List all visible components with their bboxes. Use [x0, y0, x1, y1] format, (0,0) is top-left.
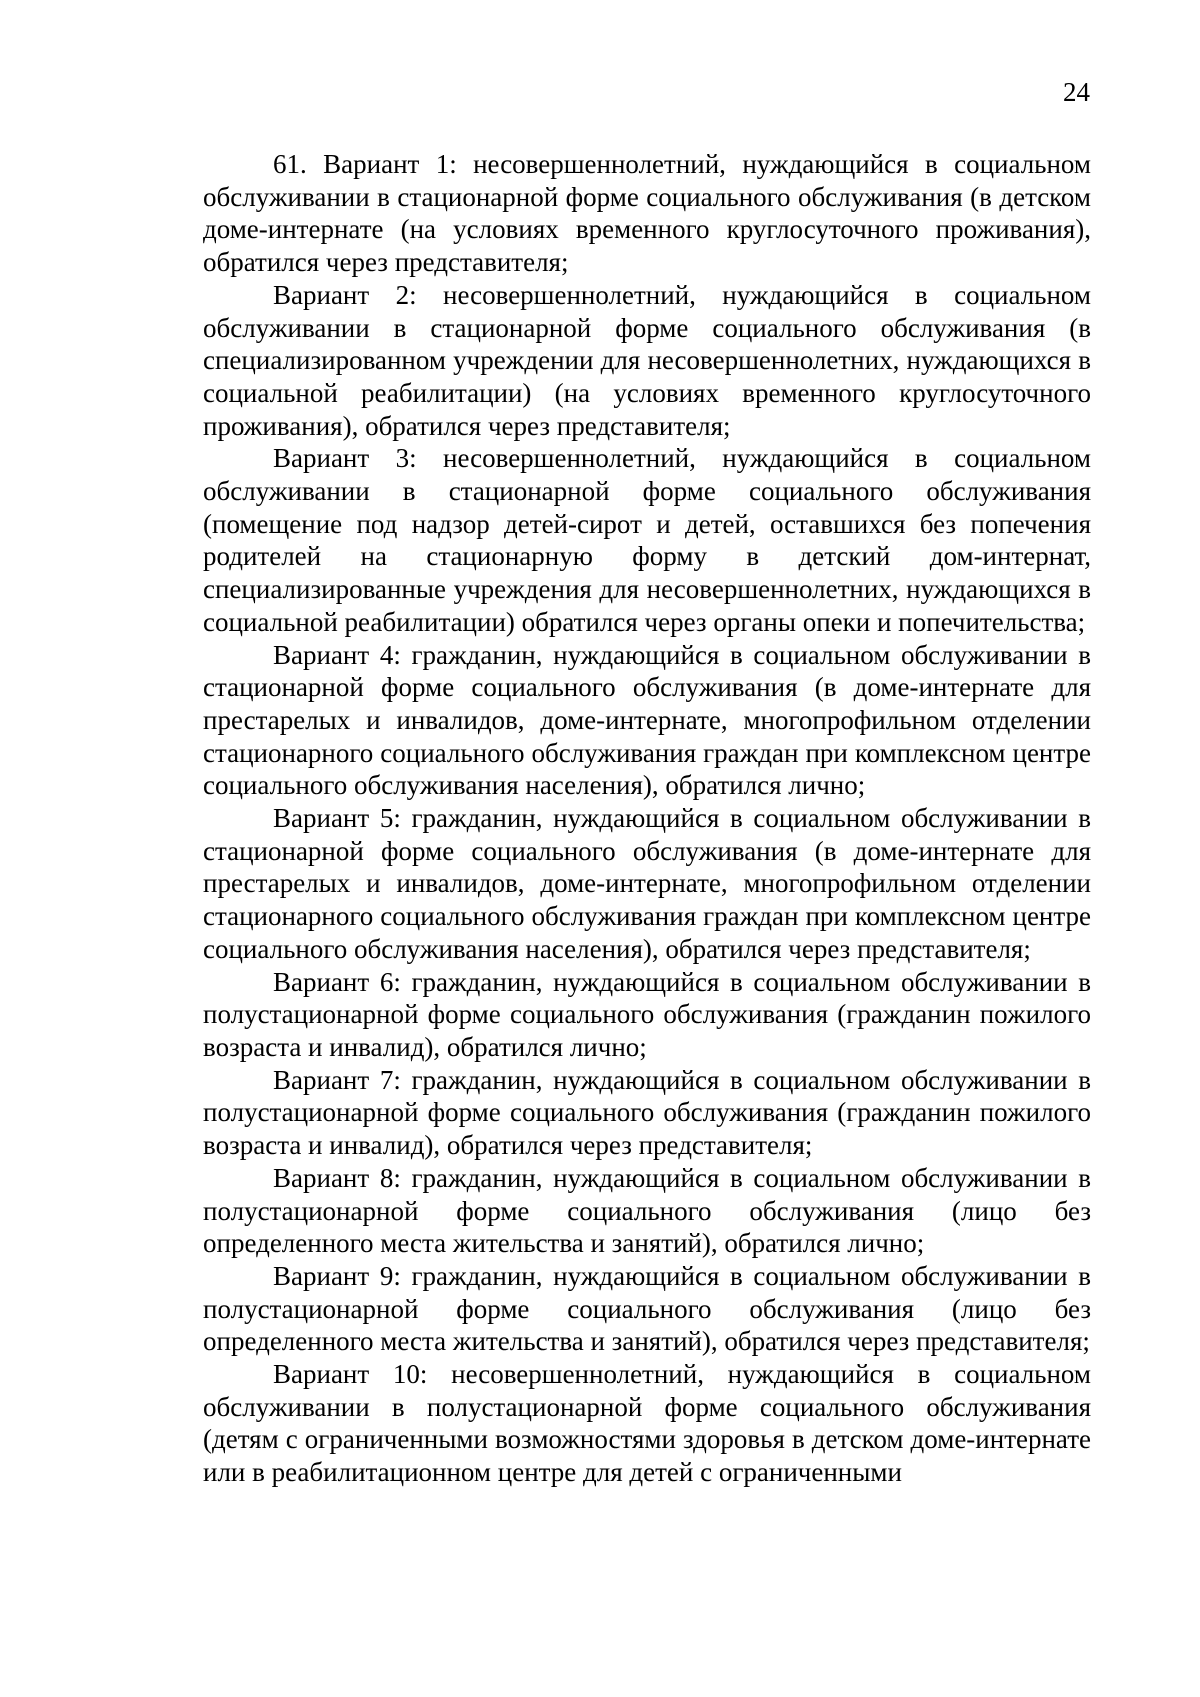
- paragraph-variant-6: Вариант 6: гражданин, нуждающийся в социальном обслуживании в полустационарной форме социального обслуживания (гражданин пожилого возраста и инвалид), обратился лично;: [203, 966, 1091, 1062]
- page-number: 24: [1063, 77, 1090, 107]
- paragraph-variant-3: Вариант 3: несовершеннолетний, нуждающийся в социальном обслуживании в стационарной форме социального обслуживания (помещение под надзор детей-сирот и детей, оставшихся без попечения родителей на стационарную форму в детский дом-интернат, специализированные учреждения для несовершеннолетних, нуждающихся в социальной реабилитации) обратился через органы опеки и попечительства;: [203, 443, 1091, 637]
- paragraph-variant-4: Вариант 4: гражданин, нуждающийся в социальном обслуживании в стационарной форме социального обслуживания (в доме-интернате для престарелых и инвалидов, доме-интернате, многопрофильном отделении стационарного социального обслуживания граждан при комплексном центре социального обслуживания населения), обратился лично;: [203, 639, 1091, 801]
- paragraph-variant-10: Вариант 10: несовершеннолетний, нуждающийся в социальном обслуживании в полустационарной форме социального обслуживания (детям с ограниченными возможностями здоровья в детском доме-интернате или в реабилитационном центре для детей с ограниченными: [203, 1359, 1091, 1488]
- paragraph-variant-5: Вариант 5: гражданин, нуждающийся в социальном обслуживании в стационарной форме социального обслуживания (в доме-интернате для престарелых и инвалидов, доме-интернате, многопрофильном отделении стационарного социального обслуживания граждан при комплексном центре социального обслуживания населения), обратился через представителя;: [203, 803, 1091, 964]
- paragraph-variant-1: 61. Вариант 1: несовершеннолетний, нуждающийся в социальном обслуживании в стационарной форме социального обслуживания (в детском доме-интернате (на условиях временного круглосуточного проживания), обратился через представителя;: [203, 149, 1091, 278]
- document-body: [203, 148, 1091, 1489]
- paragraph-variant-7: Вариант 7: гражданин, нуждающийся в социальном обслуживании в полустационарной форме социального обслуживания (гражданин пожилого возраста и инвалид), обратился через представителя;: [203, 1064, 1091, 1161]
- paragraph-variant-9: Вариант 9: гражданин, нуждающийся в социальном обслуживании в полустационарной форме социального обслуживания (лицо без определенного места жительства и занятий), обратился через представителя;: [203, 1260, 1091, 1357]
- paragraph-variant-8: Вариант 8: гражданин, нуждающийся в социальном обслуживании в полустационарной форме социального обслуживания (лицо без определенного места жительства и занятий), обратился лично;: [203, 1162, 1091, 1259]
- paragraph-variant-2: Вариант 2: несовершеннолетний, нуждающийся в социальном обслуживании в стационарной форме социального обслуживания (в специализированном учреждении для несовершеннолетних, нуждающихся в социальной реабилитации) (на условиях временного круглосуточного проживания), обратился через представителя;: [203, 279, 1091, 441]
